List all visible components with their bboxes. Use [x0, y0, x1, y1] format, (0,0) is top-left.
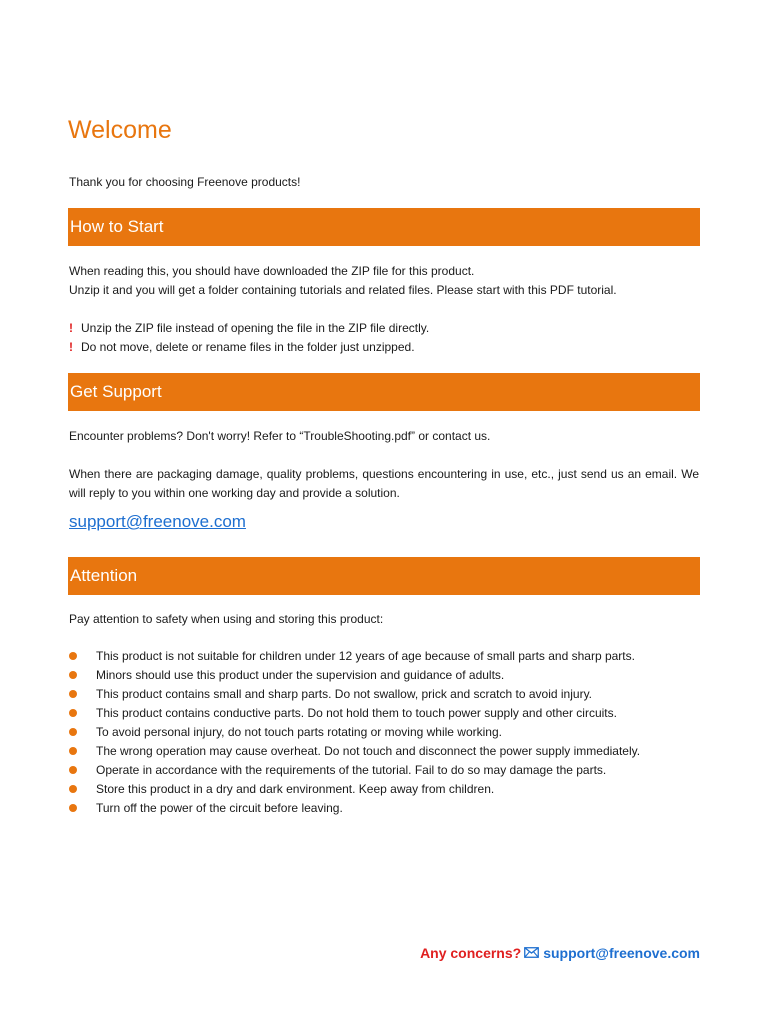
list-item — [68, 799, 640, 818]
support-line-1: Encounter problems? Don't worry! Refer to “TroubleShooting.pdf” or contact us. — [69, 429, 491, 443]
list-item — [68, 742, 640, 761]
list-item — [68, 666, 640, 685]
warning-mark-icon: ! — [69, 321, 73, 335]
bullet-dot-icon — [69, 785, 77, 793]
section-header-how-to-start: How to Start — [68, 208, 700, 246]
section-header-attention: Attention — [68, 557, 700, 595]
list-item-text: This product contains conductive parts. Do not hold them to touch power supply and other circuits. — [96, 706, 617, 720]
list-item-text: Turn off the power of the circuit before leaving. — [96, 801, 343, 815]
bullet-dot-icon — [69, 690, 77, 698]
warning-item — [69, 319, 429, 338]
bullet-dot-icon — [69, 804, 77, 812]
support-paragraph: When there are packaging damage, quality problems, questions encountering in use, etc., just send us an email. We will reply to you within one working day and provide a solution. — [69, 467, 699, 500]
bullet-dot-icon — [69, 652, 77, 660]
page-title: Welcome — [68, 116, 172, 144]
how-to-start-line-2: Unzip it and you will get a folder containing tutorials and related files. Please start with this PDF tutorial. — [69, 283, 617, 297]
list-item-text: Minors should use this product under the supervision and guidance of adults. — [96, 668, 505, 682]
how-to-start-line-1: When reading this, you should have downloaded the ZIP file for this product. — [69, 264, 475, 278]
list-item — [68, 780, 640, 799]
support-email-link[interactable]: support@freenove.com — [69, 512, 246, 531]
list-item-text: This product is not suitable for children under 12 years of age because of small parts and sharp parts. — [96, 649, 635, 663]
footer-contact — [420, 942, 700, 965]
warning-text: Do not move, delete or rename files in the folder just unzipped. — [81, 340, 415, 354]
bullet-dot-icon — [69, 709, 77, 717]
bullet-dot-icon — [69, 671, 77, 679]
list-item — [68, 761, 640, 780]
envelope-icon — [524, 942, 539, 964]
footer-concern-text: Any concerns? — [420, 945, 522, 961]
section-header-get-support: Get Support — [68, 373, 700, 411]
intro-text: Thank you for choosing Freenove products! — [69, 175, 301, 189]
warning-mark-icon: ! — [69, 340, 73, 354]
list-item — [68, 723, 640, 742]
bullet-dot-icon — [69, 747, 77, 755]
list-item-text: To avoid personal injury, do not touch parts rotating or moving while working. — [96, 725, 502, 739]
bullet-dot-icon — [69, 766, 77, 774]
list-item-text: This product contains small and sharp parts. Do not swallow, prick and scratch to avoid injury. — [96, 687, 593, 701]
list-item-text: Operate in accordance with the requirements of the tutorial. Fail to do so may damage the parts. — [96, 763, 607, 777]
safety-list — [68, 647, 640, 818]
list-item — [68, 685, 640, 704]
list-item-text: Store this product in a dry and dark environment. Keep away from children. — [96, 782, 495, 796]
footer-email-link[interactable]: support@freenove.com — [543, 945, 700, 961]
list-item-text: The wrong operation may cause overheat. Do not touch and disconnect the power supply immediately. — [96, 744, 641, 758]
list-item — [68, 647, 640, 666]
warning-item — [69, 338, 415, 357]
attention-intro: Pay attention to safety when using and storing this product: — [69, 612, 384, 626]
warning-text: Unzip the ZIP file instead of opening the file in the ZIP file directly. — [81, 321, 430, 335]
bullet-dot-icon — [69, 728, 77, 736]
list-item — [68, 704, 640, 723]
